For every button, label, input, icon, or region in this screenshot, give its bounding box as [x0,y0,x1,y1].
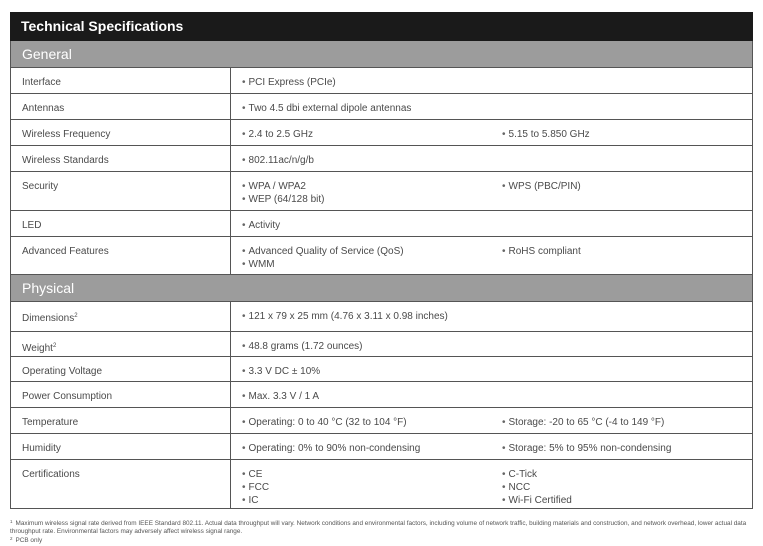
spec-value-column [242,219,502,236]
spec-value: • 5.15 to 5.850 GHz [502,128,752,141]
footnotes [10,518,753,545]
spec-value-column [502,128,752,145]
spec-value-column [502,245,752,274]
spec-label [11,68,231,93]
spec-label [11,302,231,331]
spec-value-column [502,180,752,210]
spec-value-column [502,442,752,459]
spec-label-text: Weight [22,343,53,354]
spec-value-column [502,310,752,331]
spec-value-column [242,416,502,433]
spec-value: • WPS (PBC/PIN) [502,180,752,193]
spec-value-column [242,154,502,171]
spec-value-column [502,76,752,93]
spec-row [11,459,752,509]
spec-value-column [502,102,752,119]
spec-value: • 2.4 to 2.5 GHz [242,128,502,141]
spec-label-text: Advanced Features [22,246,109,257]
spec-values [231,237,752,274]
spec-label [11,172,231,210]
spec-value: • C-Tick [502,468,752,481]
spec-value: • Max. 3.3 V / 1 A [242,390,502,403]
spec-values [231,68,752,93]
spec-value: • WEP (64/128 bit) [242,193,502,206]
spec-label [11,146,231,171]
general-table [10,67,753,275]
spec-label-text: Humidity [22,443,61,454]
spec-row [11,171,752,210]
footnote-number: 2 [10,536,13,542]
spec-value-column [502,365,752,381]
spec-value: • 802.11ac/n/g/b [242,154,502,167]
spec-value: • 48.8 grams (1.72 ounces) [242,340,502,353]
footnote-text: Maximum wireless signal rate derived from IEEE Standard 802.11. Actual data throughput will vary. Network conditions and environmental factors, including volume of network traffic, building materials and construction, and network overhead, lower actual data throughput rate. Environmental factors may adversely affect wireless signal range. [10,520,747,535]
footnote-text: PCB only [15,537,43,545]
spec-row [11,67,752,93]
spec-label-text: Security [22,181,59,192]
spec-label-text: Antennas [22,103,65,114]
spec-label [11,460,231,508]
spec-value-column [242,365,502,381]
spec-label [11,211,231,236]
spec-label [11,434,231,459]
spec-values [231,172,752,210]
spec-value: • CE [242,468,502,481]
spec-value: • PCI Express (PCIe) [242,76,502,89]
spec-value-column [502,219,752,236]
spec-values [231,211,752,236]
spec-value: • WMM [242,258,502,271]
spec-row [11,381,752,407]
spec-value-column [502,154,752,171]
spec-values [231,332,752,356]
spec-label-text: Wireless Standards [22,155,109,166]
spec-value-column [242,180,502,210]
spec-value-column [242,468,502,508]
spec-value-column [502,340,752,356]
spec-label-text: Power Consumption [22,391,113,402]
spec-values [231,408,752,433]
footnote [10,518,753,535]
spec-row [11,119,752,145]
spec-value-column [502,416,752,433]
physical-table [10,301,753,509]
spec-sheet [10,12,753,509]
spec-values [231,460,752,508]
spec-label [11,382,231,407]
spec-label-text: Operating Voltage [22,366,103,377]
spec-value: • WPA / WPA2 [242,180,502,193]
spec-row [11,331,752,356]
spec-label [11,120,231,145]
spec-label [11,408,231,433]
spec-values [231,120,752,145]
spec-row [11,356,752,381]
spec-label-text: Interface [22,77,61,88]
spec-values [231,146,752,171]
spec-value: • IC [242,494,502,507]
spec-row [11,301,752,331]
spec-label-text: Wireless Frequency [22,129,111,140]
spec-row [11,407,752,433]
spec-value: • Two 4.5 dbi external dipole antennas [242,102,502,115]
spec-row [11,93,752,119]
spec-value-column [242,245,502,274]
spec-value-column [242,442,502,459]
spec-value: • Storage: 5% to 95% non-condensing [502,442,752,455]
spec-values [231,382,752,407]
spec-value-column [502,390,752,407]
page-title: Technical Specifications [10,12,753,41]
spec-value: • Wi-Fi Certified [502,494,752,507]
spec-value: • RoHS compliant [502,245,752,258]
spec-row [11,145,752,171]
spec-value-column [242,390,502,407]
spec-values [231,434,752,459]
spec-value: • Storage: -20 to 65 °C (-4 to 149 °F) [502,416,752,429]
spec-values [231,357,752,381]
footnote-marker: 2 [74,313,78,319]
spec-label-text: Dimensions [22,313,75,324]
footnote-marker: 2 [52,343,57,349]
spec-values [231,94,752,119]
footnote-number: 1 [10,519,13,524]
spec-value: • Advanced Quality of Service (QoS) [242,245,502,258]
spec-value: • NCC [502,481,752,494]
spec-label-text: Temperature [22,417,79,428]
spec-label [11,357,231,381]
spec-value-column [242,340,502,356]
spec-value: • 121 x 79 x 25 mm (4.76 x 3.11 x 0.98 inches) [242,310,502,323]
section-general-heading: General [10,41,753,67]
footnote [10,535,753,545]
spec-value: • Operating: 0 to 40 °C (32 to 104 °F) [242,416,502,429]
spec-value: • Activity [242,219,502,232]
spec-row [11,236,752,275]
section-physical-heading: Physical [10,275,753,301]
spec-value-column [242,310,502,331]
spec-values [231,302,752,331]
spec-value-column [502,468,752,508]
spec-label [11,332,231,356]
spec-value: • 3.3 V DC ± 10% [242,365,502,378]
spec-label-text: Certifications [22,469,80,480]
spec-value-column [242,76,502,93]
spec-label [11,94,231,119]
spec-label [11,237,231,274]
spec-value-column [242,128,502,145]
spec-value: • Operating: 0% to 90% non-condensing [242,442,502,455]
spec-row [11,210,752,236]
spec-label-text: LED [22,220,42,231]
spec-value-column [242,102,502,119]
spec-row [11,433,752,459]
spec-value: • FCC [242,481,502,494]
